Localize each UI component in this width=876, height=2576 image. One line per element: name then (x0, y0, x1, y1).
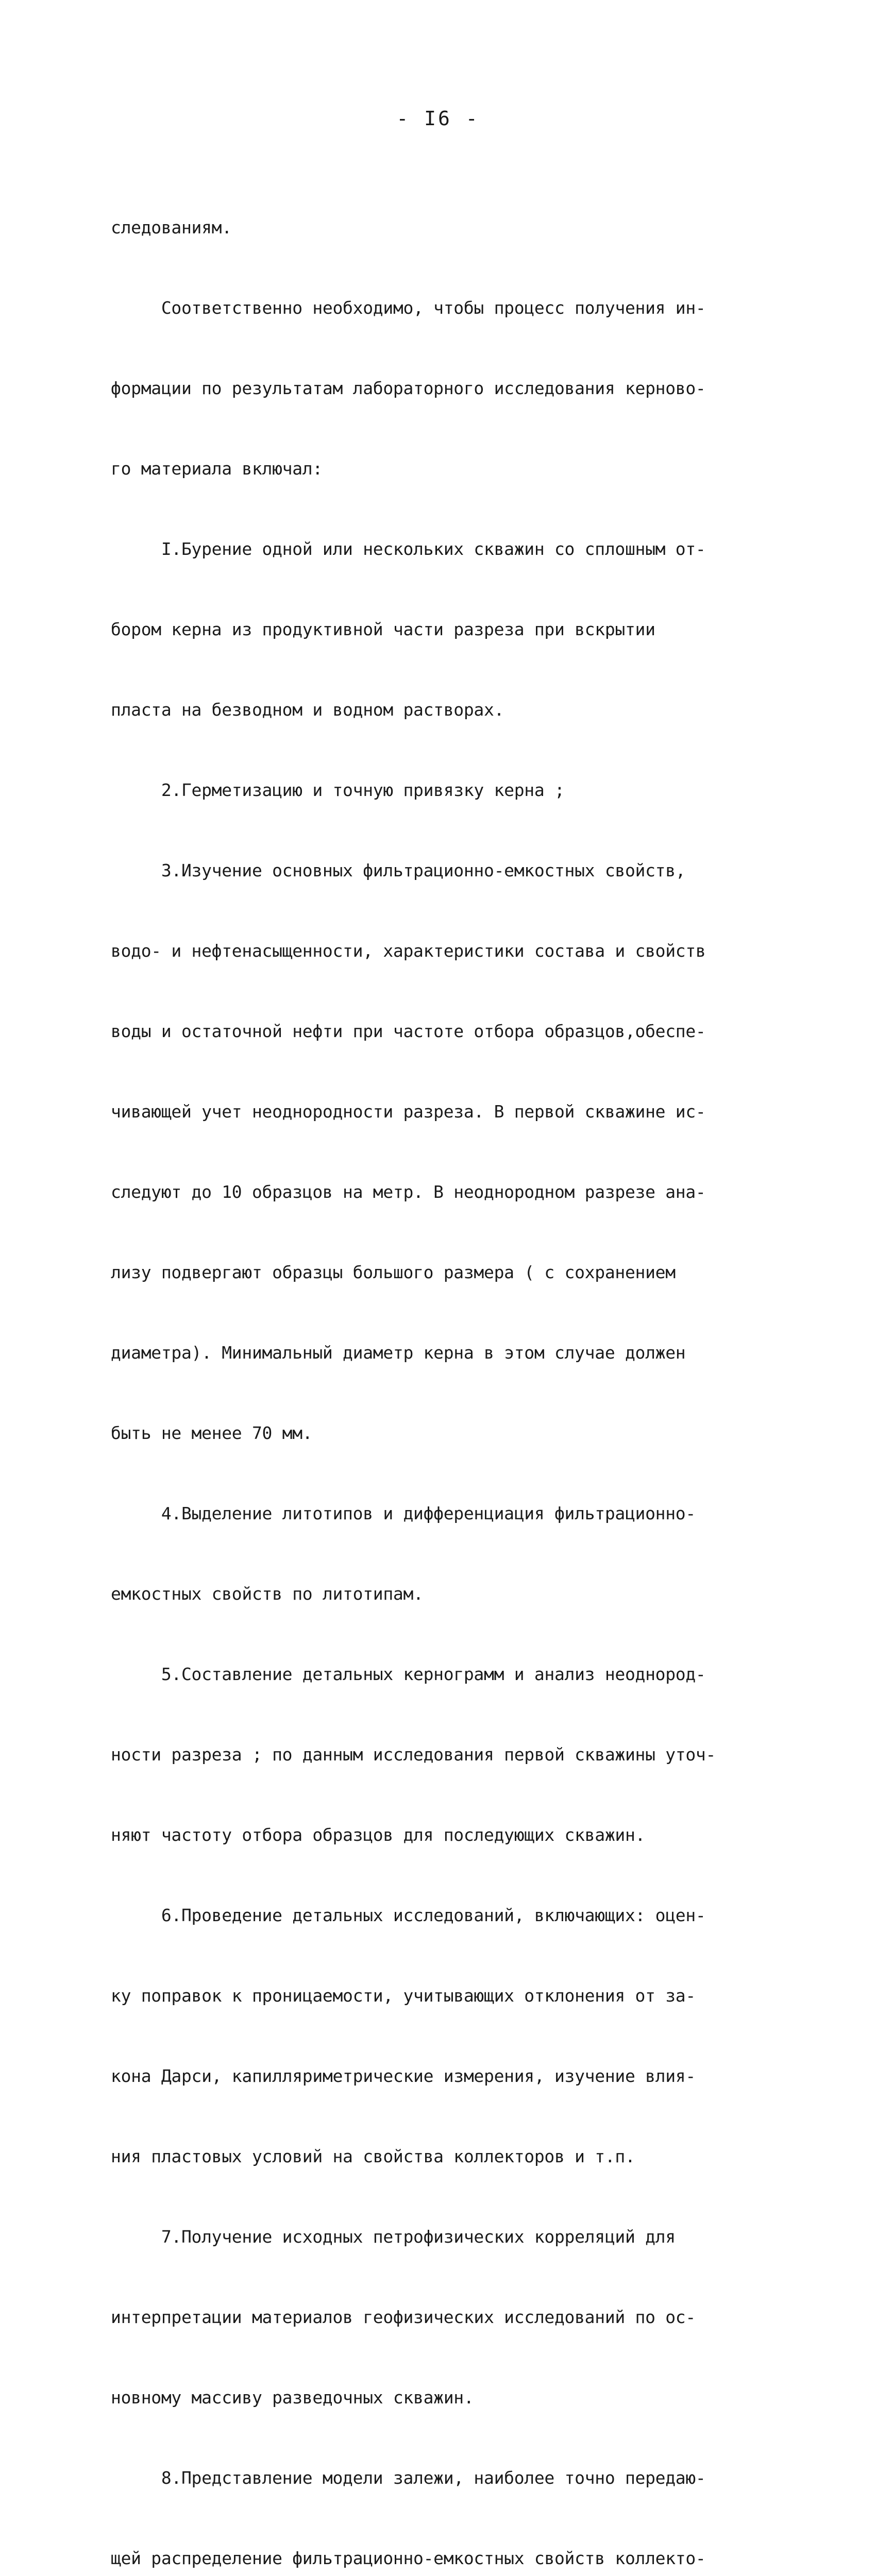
text-line: новному массиву разведочных скважин. (111, 2387, 474, 2408)
text-line: I.Бурение одной или нескольких скважин со сплошным от- (111, 539, 706, 559)
text-line: воды и остаточной нефти при частоте отбора образцов,обеспе- (111, 1021, 706, 1041)
text-line: следуют до 10 образцов на метр. В неоднородном разрезе ана- (111, 1182, 706, 1202)
text-line: емкостных свойств по литотипам. (111, 1584, 424, 1604)
text-line: 3.Изучение основных фильтрационно-емкостных свойств, (111, 860, 686, 880)
page-number: - I6 - (396, 107, 480, 130)
text-line: формации по результатам лабораторного исследования керново- (111, 378, 706, 398)
text-line: щей распределение фильтрационно-емкостных свойств коллекто- (111, 2548, 706, 2568)
text-line: чивающей учет неоднородности разреза. В первой скважине ис- (111, 1101, 706, 1122)
body-text (111, 161, 781, 2576)
text-line: водо- и нефтенасыщенности, характеристики состава и свойств (111, 941, 706, 961)
text-line: Соответственно необходимо, чтобы процесс получения ин- (111, 298, 706, 318)
text-line: 8.Представление модели залежи, наиболее точно передаю- (111, 2468, 706, 2488)
text-line: лизу подвергают образцы большого размера ( с сохранением (111, 1262, 676, 1282)
text-line: 6.Проведение детальных исследований, включающих: оцен- (111, 1905, 706, 1925)
text-line: кона Дарси, капилляриметрические измерения, изучение влия- (111, 2066, 696, 2086)
text-line: ности разреза ; по данным исследования первой скважины уточ- (111, 1744, 716, 1765)
text-line: интерпретации материалов геофизических исследований по ос- (111, 2307, 696, 2327)
text-line: пласта на безводном и водном растворах. (111, 700, 504, 720)
text-line: няют частоту отбора образцов для последующих скважин. (111, 1825, 646, 1845)
text-line: ку поправок к проницаемости, учитывающих отклонения от за- (111, 1986, 696, 2006)
text-line: следованиям. (111, 217, 232, 238)
text-line: диаметра). Минимальный диаметр керна в этом случае должен (111, 1343, 686, 1363)
text-line: 2.Герметизацию и точную привязку керна ; (111, 780, 565, 800)
text-line: быть не менее 70 мм. (111, 1423, 313, 1443)
text-line: ния пластовых условий на свойства коллекторов и т.п. (111, 2146, 635, 2166)
text-line: 5.Составление детальных кернограмм и анализ неоднород- (111, 1664, 706, 1684)
text-line: бором керна из продуктивной части разреза при вскрытии (111, 619, 655, 639)
text-line: 7.Получение исходных петрофизических корреляций для (111, 2227, 676, 2247)
text-line: го материала включал: (111, 459, 323, 479)
text-line: 4.Выделение литотипов и дифференциация фильтрационно- (111, 1503, 696, 1523)
